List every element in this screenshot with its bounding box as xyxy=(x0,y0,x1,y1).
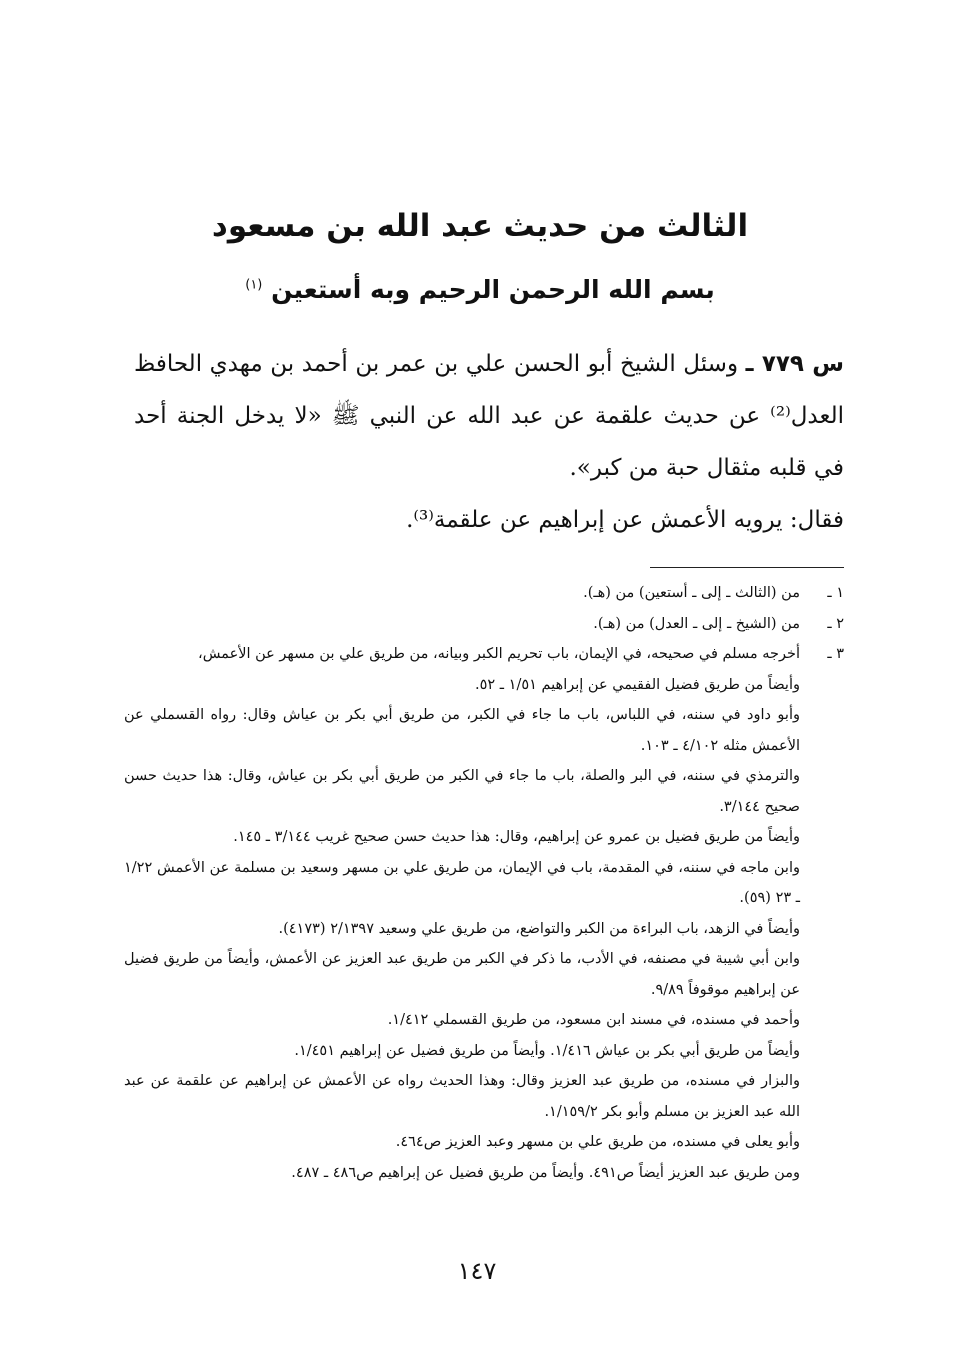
footnote-3-line: والترمذي في سننه، في البر والصلة، باب ما جاء في الكبر من طريق أبي بكر بن عياش، وقال: هذا حديث حسن صحيح ٣/١٤٤. xyxy=(124,768,800,815)
section-title: الثالث من حديث عبد الله بن مسعود xyxy=(211,208,749,244)
footnote-3-line: وأيضاً من طريق أبي بكر بن عياش ١/٤١٦. وأيضاً من طريق فضيل عن إبراهيم ١/٤٥١. xyxy=(294,1042,800,1059)
footnote-2 xyxy=(124,609,844,640)
footnote-3-line: وأيضاً من طريق فضيل الفقيمي عن إبراهيم ١/٥١ ـ ٥٢. xyxy=(475,676,800,693)
footnote-3-line: والبزار في مسنده، من طريق عبد العزيز وقال: وهذا الحديث رواه عن الأعمش عن إبراهيم عن علقمة عن عبد الله عبد العزيز بن مسلم وأبو بكر ١/١٥٩/٢. xyxy=(124,1073,800,1120)
question-label: س ٧٧٩ ـ xyxy=(745,351,845,377)
footnote-3-line: وابن ماجه في سننه، في المقدمة، باب في الإيمان، من طريق علي بن مسهر وسعيد بن مسلمة عن الأعمش ١/٢٢ ـ ٢٣ (٥٩). xyxy=(124,859,800,906)
footnotes xyxy=(124,578,844,1188)
footnote-text: أخرجه مسلم في صحيحه، في الإيمان، باب تحريم الكبر وبيانه، من طريق علي بن مسهر عن الأعمش، xyxy=(198,646,800,662)
basmala-footnote-ref: (١) xyxy=(245,277,263,293)
footnote-3-line: وأيضاً من طريق فضيل بن عمرو عن إبراهيم، وقال: هذا حديث حسن صحيح غريب ٣/١٤٤ ـ ١٤٥. xyxy=(233,829,800,845)
footnote-3-line: ومن طريق عبد العزيز أيضاً ص٤٩١. وأيضاً من طريق فضيل عن إبراهيم ص٤٨٦ ـ ٤٨٧. xyxy=(291,1164,800,1181)
footnote-1 xyxy=(124,578,844,609)
footnote-3-line: وأحمد في مسنده، في مسند ابن مسعود، من طريق القسملي ١/٤١٢. xyxy=(387,1012,800,1028)
page-number: ١٤٧ xyxy=(457,1257,497,1285)
question-text: وسئل الشيخ أبو الحسن علي بن عمر بن أحمد بن مهدي الحافظ العدل⁽²⁾ عن حديث علقمة عن عبد الله عن النبي ﷺ «لا يدخل الجنة أحد في قلبه مثقال حبة من كبر». xyxy=(134,351,844,481)
footnote-divider xyxy=(650,567,844,568)
footnote-3-line: وابن أبي شيبة في مصنفه، في الأدب، ما ذكر في الكبر من طريق عبد العزيز عن الأعمش، وأيضاً من طريق فضيل عن إبراهيم موقوفاً ٩/٨٩. xyxy=(124,951,800,998)
basmala-text: بسم الله الرحمن الرحيم وبه أستعين xyxy=(271,275,715,304)
footnote-number: ٢ ـ xyxy=(827,615,844,632)
footnote-3-line: وأيضاً في الزهد، باب البراءة من الكبر والتواضع، من طريق علي وسعيد ٢/١٣٩٧ (٤١٧٣). xyxy=(278,920,800,937)
answer-paragraph: فقال: يرويه الأعمش عن إبراهيم عن علقمة⁽³⁾. xyxy=(406,507,844,533)
footnote-3-line: وأبو داود في سننه، في اللباس، باب ما جاء في الكبر، من طريق أبي بكر بن عياش وقال: رواه القسملي عن الأعمش مثله ٤/١٠٢ ـ ١٠٣. xyxy=(124,707,800,754)
footnote-text: من (الثالث ـ إلى ـ أستعين) من (هـ). xyxy=(583,585,800,601)
main-text xyxy=(134,338,844,546)
question-paragraph xyxy=(134,338,844,494)
footnote-number: ١ ـ xyxy=(827,585,844,601)
footnote-3-line: وأبو يعلى في مسنده، من طريق علي بن مسهر وعبد العزيز ص٤٦٤. xyxy=(395,1134,800,1150)
footnote-3 xyxy=(124,639,844,670)
footnote-text: من (الشيخ ـ إلى ـ العدل) من (هـ). xyxy=(593,615,800,632)
basmala-line xyxy=(130,275,830,304)
footnote-number: ٣ ـ xyxy=(827,646,844,662)
